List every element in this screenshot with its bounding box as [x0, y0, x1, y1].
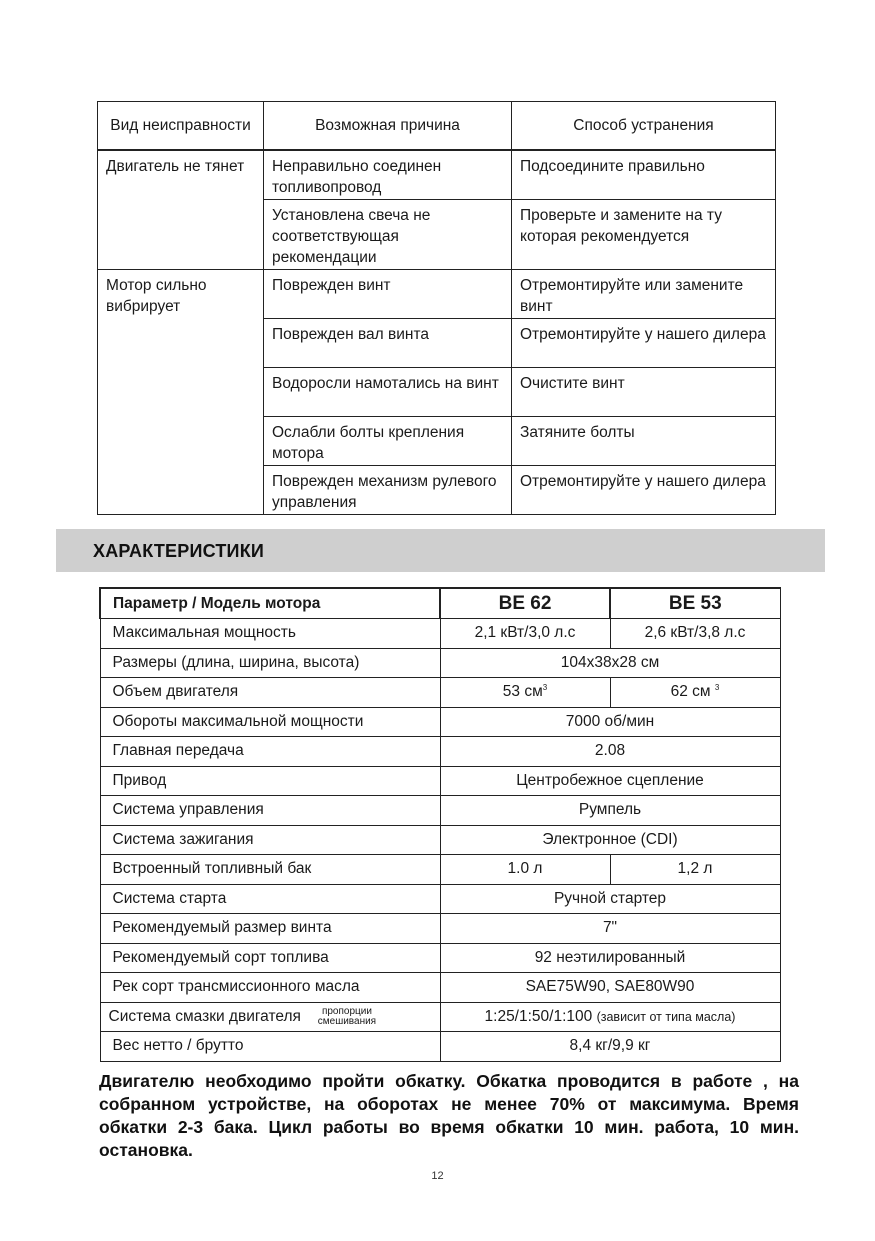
table-row [100, 1002, 780, 1032]
table-row [100, 648, 780, 678]
spec-value [440, 678, 610, 708]
spec-label: Максимальная мощность [100, 619, 440, 649]
spec-value [610, 678, 780, 708]
spec-value: Ручной стартер [440, 884, 780, 914]
spec-value: SAE75W90, SAE80W90 [440, 973, 780, 1003]
spec-value: 2,6 кВт/3,8 л.с [610, 619, 780, 649]
remedy-cell: Подсоедините правильно [512, 150, 776, 200]
header-fault-type: Вид неисправности [98, 102, 264, 151]
troubleshooting-header-row [98, 102, 776, 151]
model-be62-header: BE 62 [440, 588, 610, 619]
spec-label: Рек сорт трансмиссионного масла [100, 973, 440, 1003]
remedy-cell: Проверьте и замените на ту которая рекомендуется [512, 200, 776, 270]
remedy-cell: Отремонтируйте или замените винт [512, 270, 776, 319]
cause-cell: Поврежден вал винта [264, 319, 512, 368]
spec-value: 8,4 кг/9,9 кг [440, 1032, 780, 1062]
spec-value: Электронное (CDI) [440, 825, 780, 855]
spec-label: Рекомендуемый размер винта [100, 914, 440, 944]
table-row [100, 619, 780, 649]
param-header: Параметр / Модель мотора [100, 588, 440, 619]
section-banner [56, 529, 825, 572]
model-be53-header: BE 53 [610, 588, 780, 619]
spec-label: Привод [100, 766, 440, 796]
troubleshooting-table [97, 101, 776, 515]
table-row [100, 1032, 780, 1062]
spec-label [100, 1002, 440, 1032]
spec-value-note: (зависит от типа масла) [596, 1009, 736, 1024]
cause-cell: Установлена свеча не соответствующая рекомендации [264, 200, 512, 270]
table-row [100, 737, 780, 767]
spec-label: Встроенный топливный бак [100, 855, 440, 885]
table-row [100, 914, 780, 944]
spec-label: Объем двигателя [100, 678, 440, 708]
cause-cell: Поврежден винт [264, 270, 512, 319]
cause-cell: Поврежден механизм рулевого управления [264, 466, 512, 515]
section-title: ХАРАКТЕРИСТИКИ [93, 541, 265, 561]
cause-cell: Водоросли намотались на винт [264, 368, 512, 417]
spec-value: 7" [440, 914, 780, 944]
spec-label-note: пропорции смешивания [317, 1005, 377, 1027]
spec-value: 2,1 кВт/3,0 л.с [440, 619, 610, 649]
spec-label: Система зажигания [100, 825, 440, 855]
table-row [100, 825, 780, 855]
spec-label: Главная передача [100, 737, 440, 767]
spec-label: Вес нетто / брутто [100, 1032, 440, 1062]
remedy-cell: Отремонтируйте у нашего дилера [512, 319, 776, 368]
spec-value: 2.08 [440, 737, 780, 767]
spec-label: Система управления [100, 796, 440, 826]
specifications-table [99, 587, 781, 1062]
header-possible-cause: Возможная причина [264, 102, 512, 151]
spec-label-text: Система смазки двигателя [108, 1007, 301, 1025]
table-row [100, 884, 780, 914]
page-number: 12 [431, 1170, 444, 1182]
spec-value: 92 неэтилированный [440, 943, 780, 973]
table-row [100, 678, 780, 708]
spec-label: Система старта [100, 884, 440, 914]
cause-cell: Ослабли болты крепления мотора [264, 417, 512, 466]
table-row [100, 766, 780, 796]
table-row [100, 973, 780, 1003]
spec-value [440, 1002, 780, 1032]
table-row [100, 855, 780, 885]
cause-cell: Неправильно соединен топливопровод [264, 150, 512, 200]
spec-value: 1.0 л [440, 855, 610, 885]
specs-header-row [100, 588, 780, 619]
spec-label: Обороты максимальной мощности [100, 707, 440, 737]
spec-value: Центробежное сцепление [440, 766, 780, 796]
superscript: 3 [714, 683, 720, 693]
table-row [98, 270, 776, 319]
spec-label: Рекомендуемый сорт топлива [100, 943, 440, 973]
table-row [100, 707, 780, 737]
spec-value-text: 53 см [502, 683, 543, 701]
spec-value: 104x38x28 см [440, 648, 780, 678]
superscript: 3 [542, 683, 548, 693]
symptom-cell: Мотор сильно вибрирует [98, 270, 264, 515]
remedy-cell: Затяните болты [512, 417, 776, 466]
spec-value-text: 62 см [670, 683, 711, 701]
spec-value-text: 1:25/1:50/1:100 [484, 1007, 593, 1025]
spec-value: 7000 об/мин [440, 707, 780, 737]
header-remedy: Способ устранения [512, 102, 776, 151]
remedy-cell: Очистите винт [512, 368, 776, 417]
spec-label: Размеры (длина, ширина, высота) [100, 648, 440, 678]
remedy-cell: Отремонтируйте у нашего дилера [512, 466, 776, 515]
spec-value: Румпель [440, 796, 780, 826]
break-in-note: Двигателю необходимо пройти обкатку. Обкатка проводится в работе , на собранном устройстве, на оборотах не менее 70% от максимума. Время обкатки 2-3 бака. Цикл работы во время обкатки 10 мин. работа, 10 мин. остановка. [99, 1071, 799, 1160]
table-row [100, 796, 780, 826]
spec-value: 1,2 л [610, 855, 780, 885]
table-row [98, 150, 776, 200]
symptom-cell: Двигатель не тянет [98, 150, 264, 270]
table-row [100, 943, 780, 973]
